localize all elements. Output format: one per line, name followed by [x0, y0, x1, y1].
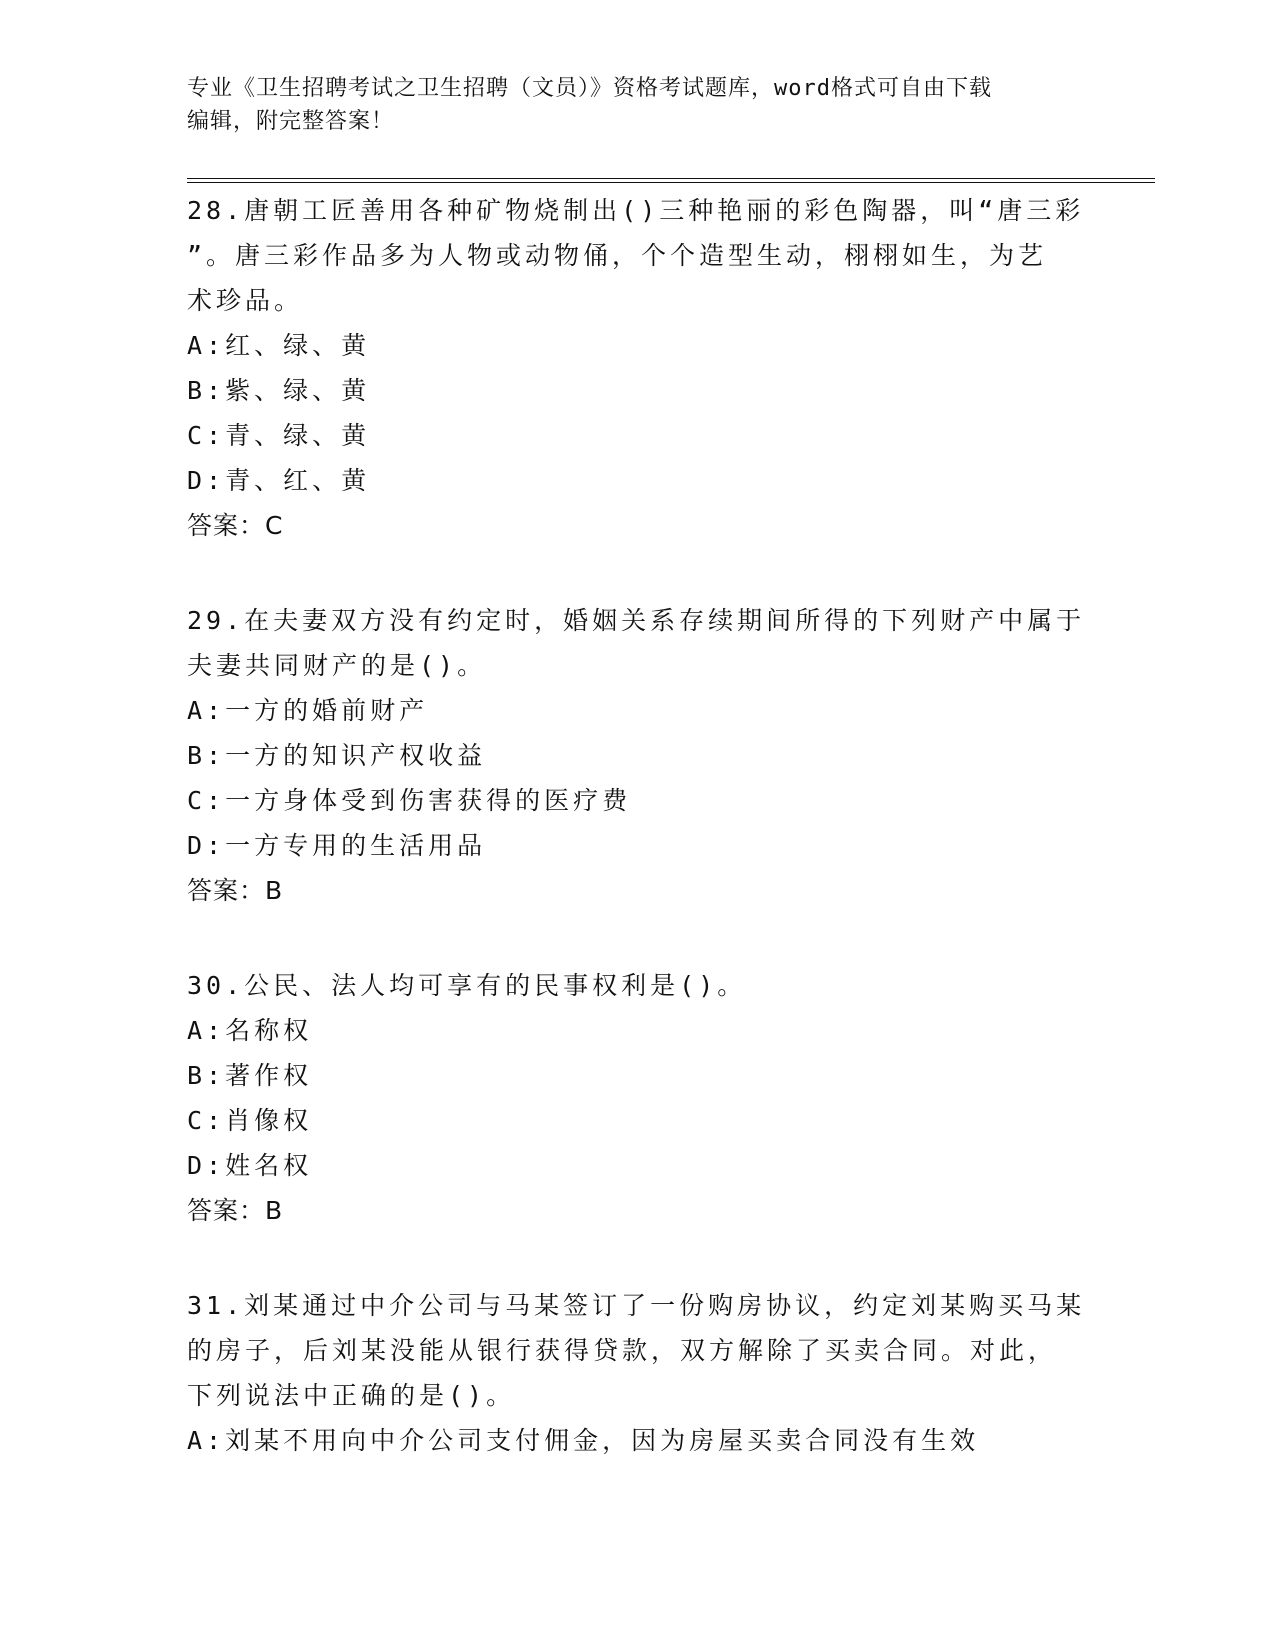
- question-text: 下列说法中正确的是()。: [187, 1381, 516, 1410]
- option-c: C:一方身体受到伤害获得的医疗费: [187, 786, 632, 815]
- option-c: C:青、绿、黄: [187, 421, 371, 450]
- question-29: [187, 598, 1087, 913]
- question-text: ”。唐三彩作品多为人物或动物俑，个个造型生动，栩栩如生，为艺: [187, 241, 1048, 270]
- answer: 答案：B: [187, 1196, 284, 1225]
- option-a: A:刘某不用向中介公司支付佣金，因为房屋买卖合同没有生效: [187, 1426, 980, 1455]
- answer: 答案：C: [187, 511, 284, 540]
- header-line: 专业《卫生招聘考试之卫生招聘（文员）》资格考试题库，word格式可自由下载: [187, 76, 992, 101]
- question-30: [187, 963, 1087, 1233]
- option-a: A:名称权: [187, 1016, 313, 1045]
- header-line: 编辑，附完整答案！: [187, 109, 395, 134]
- option-b: B:著作权: [187, 1061, 313, 1090]
- option-d: D:一方专用的生活用品: [187, 831, 487, 860]
- question-31: [187, 1283, 1087, 1463]
- question-text: 29.在夫妻双方没有约定时，婚姻关系存续期间所得的下列财产中属于: [187, 606, 1086, 635]
- question-text: 30.公民、法人均可享有的民事权利是()。: [187, 971, 747, 1000]
- option-c: C:肖像权: [187, 1106, 313, 1135]
- option-b: B:紫、绿、黄: [187, 376, 371, 405]
- answer: 答案：B: [187, 876, 284, 905]
- question-28: [187, 188, 1087, 548]
- question-text: 28.唐朝工匠善用各种矿物烧制出()三种艳丽的彩色陶器，叫“唐三彩: [187, 196, 1085, 225]
- question-text: 31.刘某通过中介公司与马某签订了一份购房协议，约定刘某购买马某: [187, 1291, 1086, 1320]
- option-d: D:青、红、黄: [187, 466, 371, 495]
- question-text: 的房子，后刘某没能从银行获得贷款，双方解除了买卖合同。对此，: [187, 1336, 1058, 1365]
- option-b: B:一方的知识产权收益: [187, 741, 487, 770]
- option-a: A:一方的婚前财产: [187, 696, 429, 725]
- option-d: D:姓名权: [187, 1151, 313, 1180]
- question-text: 夫妻共同财产的是()。: [187, 651, 487, 680]
- document-header: [187, 72, 1087, 138]
- header-divider: [187, 178, 1155, 179]
- header-divider: [187, 182, 1155, 183]
- option-a: A:红、绿、黄: [187, 331, 371, 360]
- question-text: 术珍品。: [187, 286, 304, 315]
